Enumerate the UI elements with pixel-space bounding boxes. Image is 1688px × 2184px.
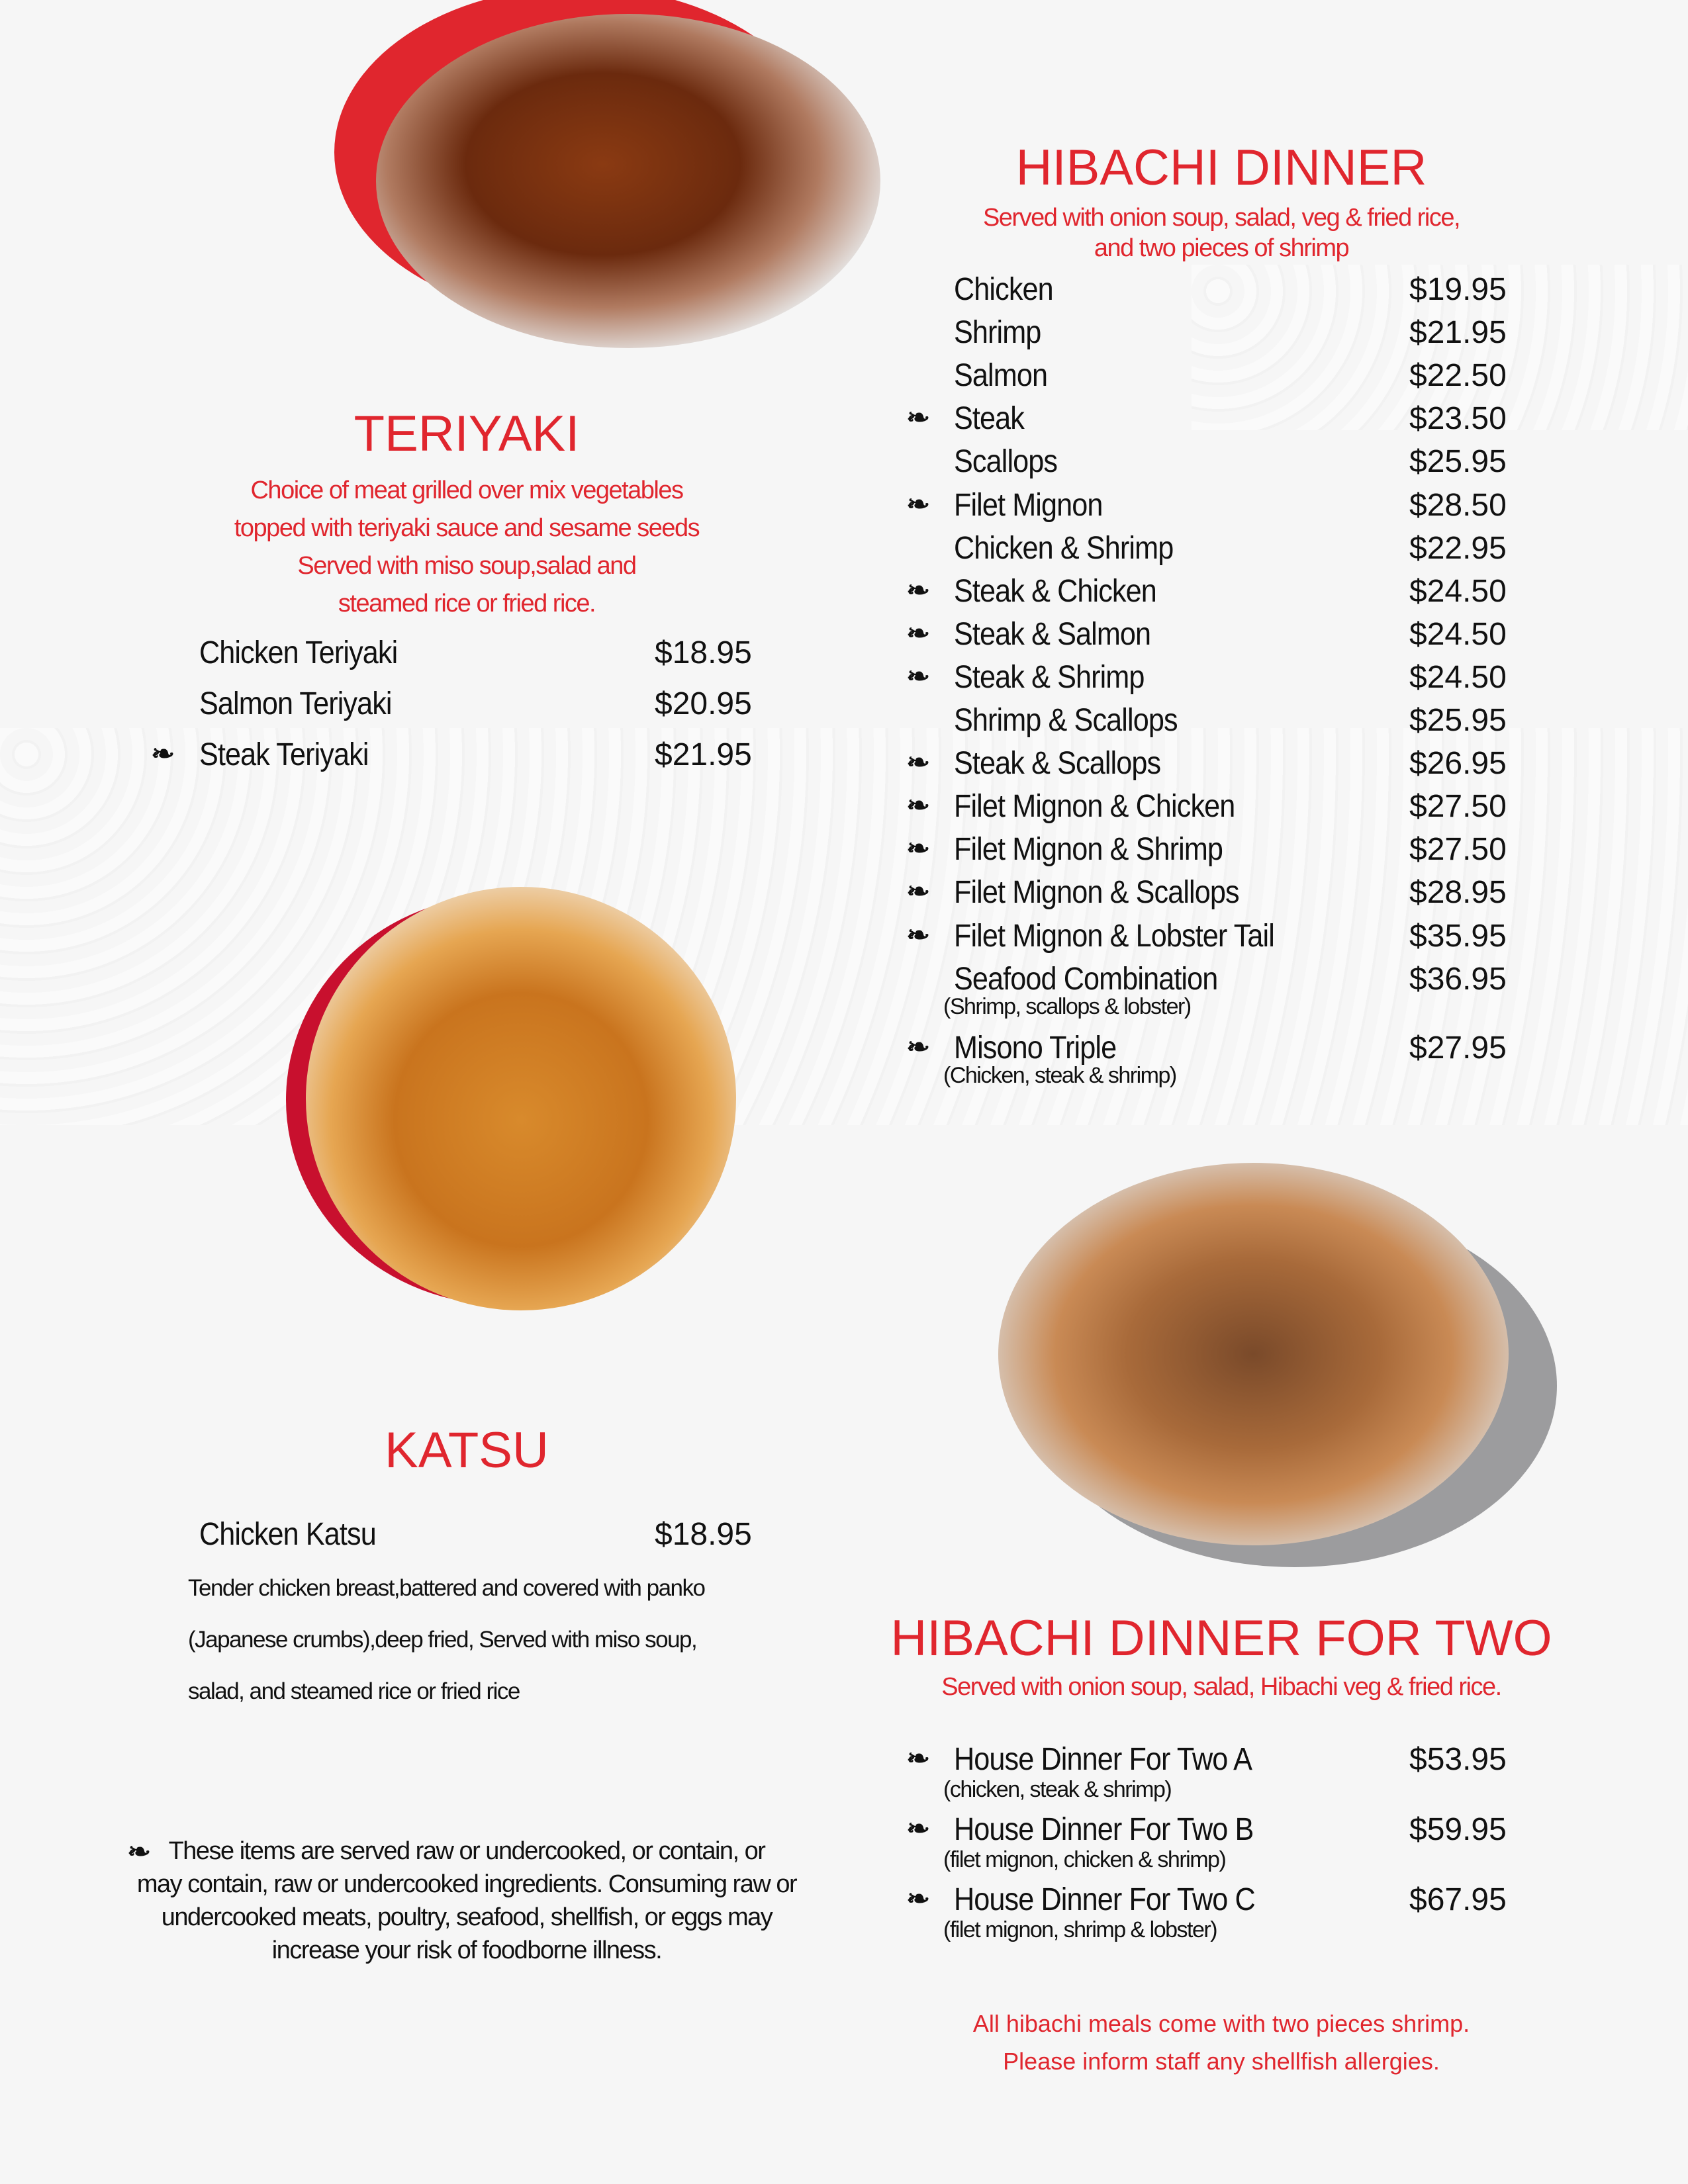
menu-item-price: $67.95 <box>1409 1882 1507 1917</box>
katsu-description: Tender chicken breast,battered and covered with panko <box>188 1575 705 1601</box>
raw-fish-icon: ❧ <box>906 1885 931 1912</box>
menu-item-name: Filet Mignon & Chicken <box>954 789 1235 825</box>
katsu-description: salad, and steamed rice or fried rice <box>188 1678 520 1704</box>
menu-item-name: Steak & Salmon <box>954 616 1151 652</box>
menu-item-price: $53.95 <box>1409 1742 1507 1777</box>
disclaimer-text: undercooked meats, poultry, seafood, shellfish, or eggs may <box>161 1903 773 1931</box>
menu-item-price: $24.50 <box>1409 616 1507 652</box>
menu-item-name: Shrimp & Scallops <box>954 703 1178 738</box>
menu-item-price: $59.95 <box>1409 1812 1507 1847</box>
menu-item-price: $22.95 <box>1409 530 1507 566</box>
menu-item-note: (filet mignon, chicken & shrimp) <box>943 1847 1226 1872</box>
menu-item-price: $25.95 <box>1409 703 1507 738</box>
raw-fish-icon: ❧ <box>906 792 931 819</box>
menu-item-name: Filet Mignon <box>954 487 1103 523</box>
raw-fish-icon: ❧ <box>906 749 931 776</box>
menu-item-name: Steak & Chicken <box>954 573 1156 609</box>
menu-item-price: $27.95 <box>1409 1030 1507 1066</box>
raw-fish-icon: ❧ <box>906 835 931 862</box>
disclaimer-text: These items are served raw or undercooked, or contain, or <box>168 1837 765 1865</box>
menu-item-name: Salmon <box>954 358 1048 394</box>
menu-item-name: House Dinner For Two A <box>954 1742 1252 1777</box>
menu-item-price: $27.50 <box>1409 789 1507 825</box>
katsu-title: KATSU <box>385 1422 549 1479</box>
for-two-title: HIBACHI DINNER FOR TWO <box>890 1610 1552 1666</box>
menu-item-note: (Chicken, steak & shrimp) <box>943 1063 1176 1088</box>
raw-fish-icon: ❧ <box>906 878 931 905</box>
menu-item-name: Filet Mignon & Scallops <box>954 875 1239 911</box>
raw-fish-icon: ❧ <box>126 1838 151 1865</box>
menu-item-name: Seafood Combination <box>954 961 1218 997</box>
katsu-description: (Japanese crumbs),deep fried, Served with miso soup, <box>188 1627 697 1653</box>
menu-item-name: Filet Mignon & Lobster Tail <box>954 918 1274 954</box>
disclaimer-text: may contain, raw or undercooked ingredients. Consuming raw or <box>136 1870 797 1898</box>
menu-item-name: Chicken <box>954 272 1053 307</box>
menu-item-price: $36.95 <box>1409 961 1507 997</box>
menu-item-name: Misono Triple <box>954 1030 1117 1066</box>
raw-fish-icon: ❧ <box>906 1815 931 1842</box>
footer-note: All hibachi meals come with two pieces shrimp. <box>972 2010 1470 2037</box>
raw-fish-icon: ❧ <box>906 404 931 432</box>
raw-fish-icon: ❧ <box>150 740 175 767</box>
menu-item-note: (Shrimp, scallops & lobster) <box>943 993 1191 1019</box>
teriyaki-description: Served with miso soup,salad and <box>297 552 636 580</box>
raw-fish-icon: ❧ <box>906 576 931 604</box>
for-two-subtitle: Served with onion soup, salad, Hibachi veg & fried rice. <box>941 1673 1501 1701</box>
raw-fish-icon: ❧ <box>906 619 931 647</box>
raw-fish-icon: ❧ <box>906 1033 931 1060</box>
menu-item-price: $28.95 <box>1409 875 1507 911</box>
menu-item-name: Scallops <box>954 444 1058 480</box>
menu-item-price: $35.95 <box>1409 918 1507 954</box>
raw-fish-icon: ❧ <box>906 1745 931 1772</box>
menu-item-name: Steak <box>954 401 1024 437</box>
raw-fish-icon: ❧ <box>906 921 931 948</box>
menu-item-name: Steak & Shrimp <box>954 659 1145 695</box>
menu-item-price: $23.50 <box>1409 401 1507 437</box>
menu-item-price: $24.50 <box>1409 573 1507 609</box>
teriyaki-description: Choice of meat grilled over mix vegetables <box>250 477 683 504</box>
menu-item-price: $20.95 <box>655 686 752 721</box>
teriyaki-description: steamed rice or fried rice. <box>338 590 596 617</box>
hibachi-photo <box>998 1163 1509 1545</box>
menu-item-price: $27.50 <box>1409 832 1507 868</box>
menu-item-price: $25.95 <box>1409 444 1507 480</box>
menu-item-note: (chicken, steak & shrimp) <box>943 1777 1172 1802</box>
raw-fish-icon: ❧ <box>906 662 931 690</box>
menu-item-price: $19.95 <box>1409 272 1507 307</box>
menu-item-price: $18.95 <box>655 635 752 670</box>
menu-item-name: Chicken Katsu <box>199 1517 376 1552</box>
menu-item-name: Chicken Teriyaki <box>199 635 398 670</box>
menu-item-name: Shrimp <box>954 315 1041 351</box>
menu-item-name: House Dinner For Two B <box>954 1812 1254 1847</box>
menu-item-price: $24.50 <box>1409 659 1507 695</box>
menu-item-name: Salmon Teriyaki <box>199 686 392 721</box>
teriyaki-description: topped with teriyaki sauce and sesame seeds <box>234 514 700 542</box>
hibachi-subtitle: Served with onion soup, salad, veg & fried rice, <box>982 204 1460 232</box>
footer-note: Please inform staff any shellfish allergies. <box>1003 2048 1440 2075</box>
menu-item-price: $18.95 <box>655 1517 752 1552</box>
menu-item-name: Chicken & Shrimp <box>954 530 1174 566</box>
menu-item-price: $21.95 <box>655 737 752 772</box>
menu-item-name: Steak Teriyaki <box>199 737 369 772</box>
menu-item-name: Filet Mignon & Shrimp <box>954 832 1223 868</box>
disclaimer-text: increase your risk of foodborne illness. <box>271 1936 662 1964</box>
menu-item-name: House Dinner For Two C <box>954 1882 1255 1917</box>
menu-item-price: $22.50 <box>1409 358 1507 394</box>
menu-item-name: Steak & Scallops <box>954 746 1161 782</box>
teriyaki-photo <box>376 14 880 348</box>
menu-item-price: $21.95 <box>1409 315 1507 351</box>
hibachi-title: HIBACHI DINNER <box>1015 140 1427 196</box>
menu-item-price: $26.95 <box>1409 746 1507 782</box>
hibachi-subtitle: and two pieces of shrimp <box>1094 234 1349 262</box>
katsu-photo <box>306 887 736 1310</box>
menu-item-note: (filet mignon, shrimp & lobster) <box>943 1917 1217 1942</box>
raw-fish-icon: ❧ <box>906 490 931 518</box>
menu-item-price: $28.50 <box>1409 487 1507 523</box>
teriyaki-title: TERIYAKI <box>353 406 580 462</box>
